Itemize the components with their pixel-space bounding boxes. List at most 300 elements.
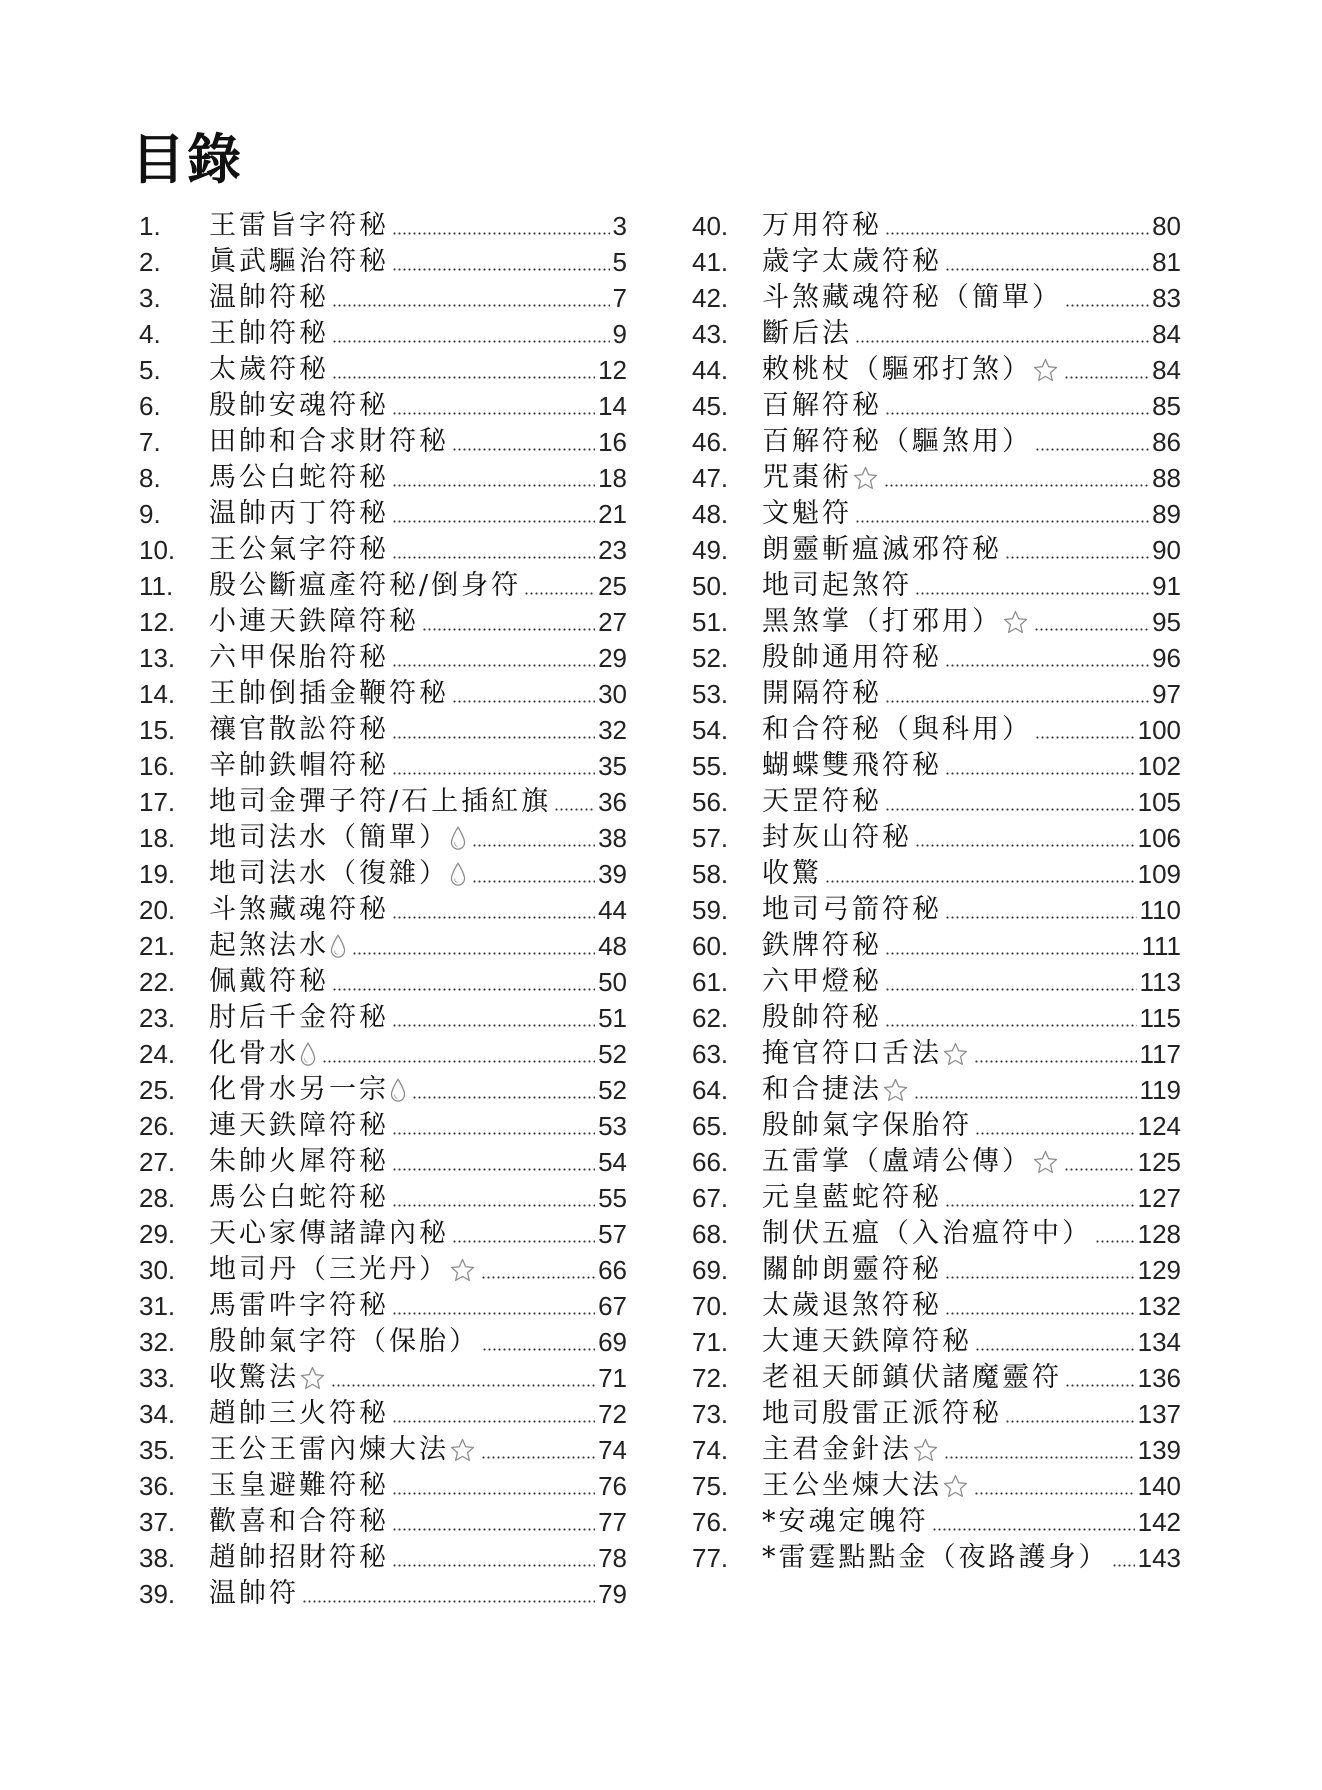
- drop-icon: [449, 820, 467, 856]
- entry-number: 12.: [139, 606, 176, 637]
- entry-title: 趙帥招財符秘: [209, 1542, 389, 1573]
- drop-icon: [389, 1072, 407, 1108]
- entry-page: 136: [1137, 1362, 1181, 1393]
- toc-entry: [692, 1504, 1181, 1540]
- toc-entry: [692, 856, 1181, 892]
- entry-page: 9: [612, 318, 627, 349]
- entry-title: 主君金針法: [762, 1434, 912, 1465]
- star-icon: [449, 1432, 476, 1468]
- entry-number: 36.: [139, 1470, 176, 1501]
- toc-entry: [692, 460, 1181, 496]
- toc-entry: [139, 1288, 627, 1324]
- entry-page: 106: [1137, 822, 1181, 853]
- entry-number: 51.: [692, 606, 729, 637]
- entry-number: 22.: [139, 966, 176, 997]
- dot-leader: [412, 1096, 595, 1099]
- toc-entry: [692, 316, 1181, 352]
- entry-number: 27.: [139, 1146, 176, 1177]
- dot-leader: [885, 988, 1137, 991]
- dot-leader: [482, 1348, 595, 1351]
- toc-entry: [139, 1540, 627, 1576]
- entry-title: 肘后千金符秘: [209, 1002, 389, 1033]
- entry-number: 28.: [139, 1182, 176, 1213]
- entry-number: 38.: [139, 1542, 176, 1573]
- toc-entry: [139, 964, 627, 1000]
- entry-title: 開隔符秘: [762, 678, 882, 709]
- entry-page: 127: [1137, 1182, 1181, 1213]
- entry-page: 91: [1152, 570, 1181, 601]
- entry-page: 78: [598, 1542, 627, 1573]
- entry-page: 50: [598, 966, 627, 997]
- entry-number: 59.: [692, 894, 729, 925]
- entry-title: 地司弓箭符秘: [762, 894, 942, 925]
- entry-page: 110: [1139, 894, 1181, 925]
- entry-number: 33.: [139, 1362, 176, 1393]
- toc-entry: [692, 280, 1181, 316]
- entry-page: 14: [598, 390, 627, 421]
- dot-leader: [1005, 556, 1149, 559]
- entry-number: 65.: [692, 1110, 729, 1141]
- entry-title: 百解符秘（驅煞用）: [762, 426, 1032, 457]
- toc-entry: [139, 712, 627, 748]
- toc-entry: [139, 1468, 627, 1504]
- entry-number: 43.: [692, 318, 729, 349]
- toc-entry: [692, 676, 1181, 712]
- entry-number: 48.: [692, 498, 729, 529]
- entry-page: 7: [612, 282, 627, 313]
- entry-title: 掩官符口舌法: [762, 1038, 942, 1069]
- entry-title: 田帥和合求財符秘: [209, 426, 449, 457]
- entry-number: 52.: [692, 642, 729, 673]
- entry-page: 88: [1152, 462, 1181, 493]
- entry-page: 134: [1137, 1326, 1181, 1357]
- entry-number: 64.: [692, 1074, 729, 1105]
- entry-number: 46.: [692, 426, 729, 457]
- entry-title: 王帥倒插金鞭符秘: [209, 678, 449, 709]
- entry-title: 禳官散訟符秘: [209, 714, 389, 745]
- entry-number: 61.: [692, 966, 729, 997]
- dot-leader: [885, 1024, 1137, 1027]
- toc-entry: [139, 568, 627, 604]
- dot-leader: [302, 1600, 595, 1603]
- entry-page: 35: [598, 750, 627, 781]
- toc-entry: [692, 1252, 1181, 1288]
- entry-title: 制伏五瘟（入治瘟符中）: [762, 1218, 1092, 1249]
- dot-leader: [1034, 628, 1149, 631]
- entry-number: 1.: [139, 210, 161, 241]
- entry-title: 收驚: [762, 858, 822, 889]
- entry-title: 殷帥通用符秘: [762, 642, 942, 673]
- entry-title: 殷帥氣字保胎符: [762, 1110, 972, 1141]
- dot-leader: [392, 736, 595, 739]
- dot-leader: [945, 664, 1149, 667]
- entry-number: 37.: [139, 1506, 176, 1537]
- entry-title: 温帥丙丁符秘: [209, 498, 389, 529]
- entry-title: *安魂定魄符: [762, 1506, 929, 1537]
- dot-leader: [481, 1276, 595, 1279]
- toc-entry: [139, 1576, 627, 1612]
- dot-leader: [392, 556, 595, 559]
- entry-number: 35.: [139, 1434, 176, 1465]
- entry-page: 67: [598, 1290, 627, 1321]
- dot-leader: [392, 1024, 595, 1027]
- toc-entry: [139, 1396, 627, 1432]
- toc-entry: [692, 1144, 1181, 1180]
- toc-entry: [139, 208, 627, 244]
- entry-number: 25.: [139, 1074, 176, 1105]
- entry-number: 34.: [139, 1398, 176, 1429]
- dot-leader: [392, 1564, 595, 1567]
- dot-leader: [855, 340, 1149, 343]
- entry-title: 地司起煞符: [762, 570, 912, 601]
- entry-page: 55: [598, 1182, 627, 1213]
- entry-number: 68.: [692, 1218, 729, 1249]
- entry-page: 53: [598, 1110, 627, 1141]
- entry-page: 52: [598, 1074, 627, 1105]
- dot-leader: [945, 772, 1135, 775]
- entry-number: 60.: [692, 930, 729, 961]
- entry-page: 66: [598, 1254, 627, 1285]
- toc-entry: [692, 388, 1181, 424]
- dot-leader: [1112, 1564, 1135, 1567]
- toc-column-left: [139, 208, 627, 1612]
- toc-entry: [139, 496, 627, 532]
- entry-page: 119: [1139, 1074, 1181, 1105]
- entry-page: 84: [1152, 354, 1181, 385]
- entry-number: 66.: [692, 1146, 729, 1177]
- entry-page: 79: [598, 1578, 627, 1609]
- entry-page: 27: [598, 606, 627, 637]
- toc-entry: [692, 964, 1181, 1000]
- star-icon: [449, 1252, 476, 1288]
- toc-entry: [139, 784, 627, 820]
- entry-number: 56.: [692, 786, 729, 817]
- toc-entry: [139, 1108, 627, 1144]
- entry-page: 71: [598, 1362, 627, 1393]
- entry-page: 30: [598, 678, 627, 709]
- toc-entry: [692, 784, 1181, 820]
- entry-number: 44.: [692, 354, 729, 385]
- dot-leader: [915, 592, 1149, 595]
- entry-page: 83: [1152, 282, 1181, 313]
- entry-number: 23.: [139, 1002, 176, 1033]
- entry-number: 53.: [692, 678, 729, 709]
- dot-leader: [392, 1420, 595, 1423]
- toc-entry: [692, 1180, 1181, 1216]
- entry-number: 57.: [692, 822, 729, 853]
- entry-page: 85: [1152, 390, 1181, 421]
- toc-entry: [692, 1540, 1181, 1576]
- entry-page: 5: [612, 246, 627, 277]
- dot-leader: [945, 1312, 1135, 1315]
- entry-number: 18.: [139, 822, 176, 853]
- dot-leader: [885, 808, 1135, 811]
- entry-number: 75.: [692, 1470, 729, 1501]
- dot-leader: [1065, 304, 1149, 307]
- dot-leader: [975, 1348, 1135, 1351]
- entry-page: 36: [598, 786, 627, 817]
- star-icon: [912, 1432, 939, 1468]
- entry-number: 73.: [692, 1398, 729, 1429]
- entry-title: 温帥符: [209, 1578, 299, 1609]
- entry-page: 21: [598, 498, 627, 529]
- entry-title: 太歲符秘: [209, 354, 329, 385]
- toc-entry: [692, 820, 1181, 856]
- toc-entry: [139, 748, 627, 784]
- entry-title: 王公坐煉大法: [762, 1470, 942, 1501]
- entry-title: 化骨水: [209, 1038, 299, 1069]
- dot-leader: [915, 844, 1135, 847]
- page-title: 目錄: [131, 127, 243, 191]
- dot-leader: [392, 1204, 595, 1207]
- dot-leader: [392, 268, 610, 271]
- dot-leader: [422, 628, 595, 631]
- entry-title: 歳字太歲符秘: [762, 246, 942, 277]
- dot-leader: [914, 1096, 1137, 1099]
- dot-leader: [885, 232, 1149, 235]
- entry-number: 15.: [139, 714, 176, 745]
- toc-entry: [139, 820, 627, 856]
- entry-title: 地司丹（三光丹）: [209, 1254, 449, 1285]
- toc-entry: [139, 280, 627, 316]
- entry-title: 朱帥火犀符秘: [209, 1146, 389, 1177]
- toc-entry: [692, 496, 1181, 532]
- toc-entry: [692, 892, 1181, 928]
- entry-title: 大連天鉄障符秘: [762, 1326, 972, 1357]
- entry-page: 115: [1139, 1002, 1181, 1033]
- entry-title: 馬公白蛇符秘: [209, 462, 389, 493]
- toc-entry: [692, 1360, 1181, 1396]
- dot-leader: [885, 412, 1149, 415]
- entry-page: 81: [1152, 246, 1181, 277]
- dot-leader: [932, 1528, 1135, 1531]
- entry-page: 57: [598, 1218, 627, 1249]
- entry-number: 6.: [139, 390, 161, 421]
- dot-leader: [975, 1132, 1135, 1135]
- entry-page: 117: [1139, 1038, 1181, 1069]
- entry-title: 元皇藍蛇符秘: [762, 1182, 942, 1213]
- dot-leader: [1064, 1168, 1135, 1171]
- entry-number: 74.: [692, 1434, 729, 1465]
- dot-leader: [1035, 448, 1149, 451]
- dot-leader: [392, 772, 595, 775]
- toc-column-right: [692, 208, 1181, 1576]
- entry-number: 77.: [692, 1542, 729, 1573]
- entry-title: 文魁符: [762, 498, 852, 529]
- toc-entry: [139, 1360, 627, 1396]
- entry-number: 24.: [139, 1038, 176, 1069]
- entry-title: 殷帥符秘: [762, 1002, 882, 1033]
- dot-leader: [332, 376, 595, 379]
- star-icon: [852, 460, 879, 496]
- entry-number: 21.: [139, 930, 176, 961]
- entry-page: 128: [1137, 1218, 1181, 1249]
- entry-page: 76: [598, 1470, 627, 1501]
- toc-entry: [692, 748, 1181, 784]
- entry-page: 69: [598, 1326, 627, 1357]
- entry-title: 王公氣字符秘: [209, 534, 389, 565]
- entry-title: *雷霆點點金（夜路護身）: [762, 1542, 1109, 1573]
- entry-title: 地司法水（復雜）: [209, 858, 449, 889]
- entry-page: 32: [598, 714, 627, 745]
- entry-number: 19.: [139, 858, 176, 889]
- entry-title: 温帥符秘: [209, 282, 329, 313]
- dot-leader: [945, 1204, 1135, 1207]
- entry-title: 地司法水（簡單）: [209, 822, 449, 853]
- toc-entry: [139, 532, 627, 568]
- entry-page: 74: [598, 1434, 627, 1465]
- entry-number: 45.: [692, 390, 729, 421]
- dot-leader: [1005, 1420, 1135, 1423]
- toc-entry: [139, 1072, 627, 1108]
- entry-number: 67.: [692, 1182, 729, 1213]
- entry-title: 敕桃杖（驅邪打煞）: [762, 354, 1032, 385]
- entry-page: 3: [612, 210, 627, 241]
- entry-title: 歡喜和合符秘: [209, 1506, 389, 1537]
- toc-entry: [692, 1324, 1181, 1360]
- entry-title: 馬雷吽字符秘: [209, 1290, 389, 1321]
- entry-page: 137: [1137, 1398, 1181, 1429]
- entry-page: 102: [1137, 750, 1181, 781]
- toc-entry: [139, 1252, 627, 1288]
- dot-leader: [944, 1456, 1135, 1459]
- entry-title: 辛帥鉄帽符秘: [209, 750, 389, 781]
- dot-leader: [974, 1492, 1135, 1495]
- entry-title: 天心家傳諸諱內秘: [209, 1218, 449, 1249]
- dot-leader: [472, 880, 595, 883]
- entry-page: 132: [1137, 1290, 1181, 1321]
- dot-leader: [452, 1240, 595, 1243]
- toc-entry: [692, 604, 1181, 640]
- entry-title: 化骨水另一宗: [209, 1074, 389, 1105]
- dot-leader: [352, 952, 595, 955]
- toc-entry: [692, 244, 1181, 280]
- toc-entry: [139, 424, 627, 460]
- dot-leader: [392, 664, 595, 667]
- entry-page: 38: [598, 822, 627, 853]
- entry-page: 125: [1137, 1146, 1181, 1177]
- entry-number: 10.: [139, 534, 176, 565]
- entry-number: 69.: [692, 1254, 729, 1285]
- entry-page: 142: [1137, 1506, 1181, 1537]
- entry-title: 六甲保胎符秘: [209, 642, 389, 673]
- dot-leader: [554, 808, 595, 811]
- entry-title: 殷帥安魂符秘: [209, 390, 389, 421]
- entry-title: 天罡符秘: [762, 786, 882, 817]
- toc-entry: [692, 928, 1181, 964]
- entry-title: 眞武驅治符秘: [209, 246, 389, 277]
- dot-leader: [825, 880, 1135, 883]
- entry-number: 41.: [692, 246, 729, 277]
- entry-page: 51: [598, 1002, 627, 1033]
- entry-number: 2.: [139, 246, 161, 277]
- entry-title: 殷公斷瘟產符秘/倒身符: [209, 570, 522, 601]
- entry-number: 54.: [692, 714, 729, 745]
- entry-title: 咒棗術: [762, 462, 852, 493]
- star-icon: [299, 1360, 326, 1396]
- entry-title: 趙帥三火符秘: [209, 1398, 389, 1429]
- entry-page: 54: [598, 1146, 627, 1177]
- entry-page: 84: [1152, 318, 1181, 349]
- entry-title: 和合捷法: [762, 1074, 882, 1105]
- dot-leader: [332, 340, 610, 343]
- toc-entry: [139, 352, 627, 388]
- entry-number: 8.: [139, 462, 161, 493]
- toc-entry: [692, 1000, 1181, 1036]
- entry-number: 42.: [692, 282, 729, 313]
- star-icon: [942, 1468, 969, 1504]
- entry-title: 和合符秘（與科用）: [762, 714, 1032, 745]
- entry-number: 70.: [692, 1290, 729, 1321]
- entry-number: 17.: [139, 786, 176, 817]
- dot-leader: [884, 484, 1149, 487]
- toc-entry: [692, 1288, 1181, 1324]
- entry-page: 44: [598, 894, 627, 925]
- entry-title: 太歲退煞符秘: [762, 1290, 942, 1321]
- toc-entry: [692, 1396, 1181, 1432]
- entry-page: 96: [1152, 642, 1181, 673]
- entry-page: 90: [1152, 534, 1181, 565]
- entry-title: 鉄牌符秘: [762, 930, 882, 961]
- toc-entry: [139, 1504, 627, 1540]
- entry-title: 斷后法: [762, 318, 852, 349]
- entry-title: 蝴蝶雙飛符秘: [762, 750, 942, 781]
- entry-page: 16: [598, 426, 627, 457]
- dot-leader: [885, 952, 1138, 955]
- toc-entry: [692, 424, 1181, 460]
- dot-leader: [945, 916, 1137, 919]
- toc-entry: [139, 316, 627, 352]
- entry-title: 六甲燈秘: [762, 966, 882, 997]
- entry-title: 地司金彈子符/石上插紅旗: [209, 786, 552, 817]
- star-icon: [882, 1072, 909, 1108]
- entry-number: 30.: [139, 1254, 176, 1285]
- entry-page: 89: [1152, 498, 1181, 529]
- entry-number: 40.: [692, 210, 729, 241]
- toc-entry: [139, 1180, 627, 1216]
- entry-title: 關帥朗靈符秘: [762, 1254, 942, 1285]
- entry-page: 140: [1137, 1470, 1181, 1501]
- star-icon: [942, 1036, 969, 1072]
- dot-leader: [331, 1384, 595, 1387]
- entry-number: 49.: [692, 534, 729, 565]
- dot-leader: [452, 700, 595, 703]
- toc-entry: [139, 604, 627, 640]
- entry-number: 71.: [692, 1326, 729, 1357]
- entry-title: 小連天鉄障符秘: [209, 606, 419, 637]
- entry-page: 97: [1152, 678, 1181, 709]
- toc-entry: [692, 1108, 1181, 1144]
- entry-number: 39.: [139, 1578, 176, 1609]
- entry-title: 朗靈斬瘟滅邪符秘: [762, 534, 1002, 565]
- toc-entry: [139, 676, 627, 712]
- dot-leader: [392, 916, 595, 919]
- entry-page: 48: [598, 930, 627, 961]
- entry-number: 50.: [692, 570, 729, 601]
- entry-number: 58.: [692, 858, 729, 889]
- toc-entry: [139, 388, 627, 424]
- entry-number: 31.: [139, 1290, 176, 1321]
- entry-page: 72: [598, 1398, 627, 1429]
- dot-leader: [974, 1060, 1137, 1063]
- entry-page: 129: [1137, 1254, 1181, 1285]
- entry-page: 109: [1137, 858, 1181, 889]
- dot-leader: [332, 304, 610, 307]
- entry-page: 86: [1152, 426, 1181, 457]
- toc-entry: [139, 460, 627, 496]
- toc-entry: [139, 244, 627, 280]
- entry-title: 王帥符秘: [209, 318, 329, 349]
